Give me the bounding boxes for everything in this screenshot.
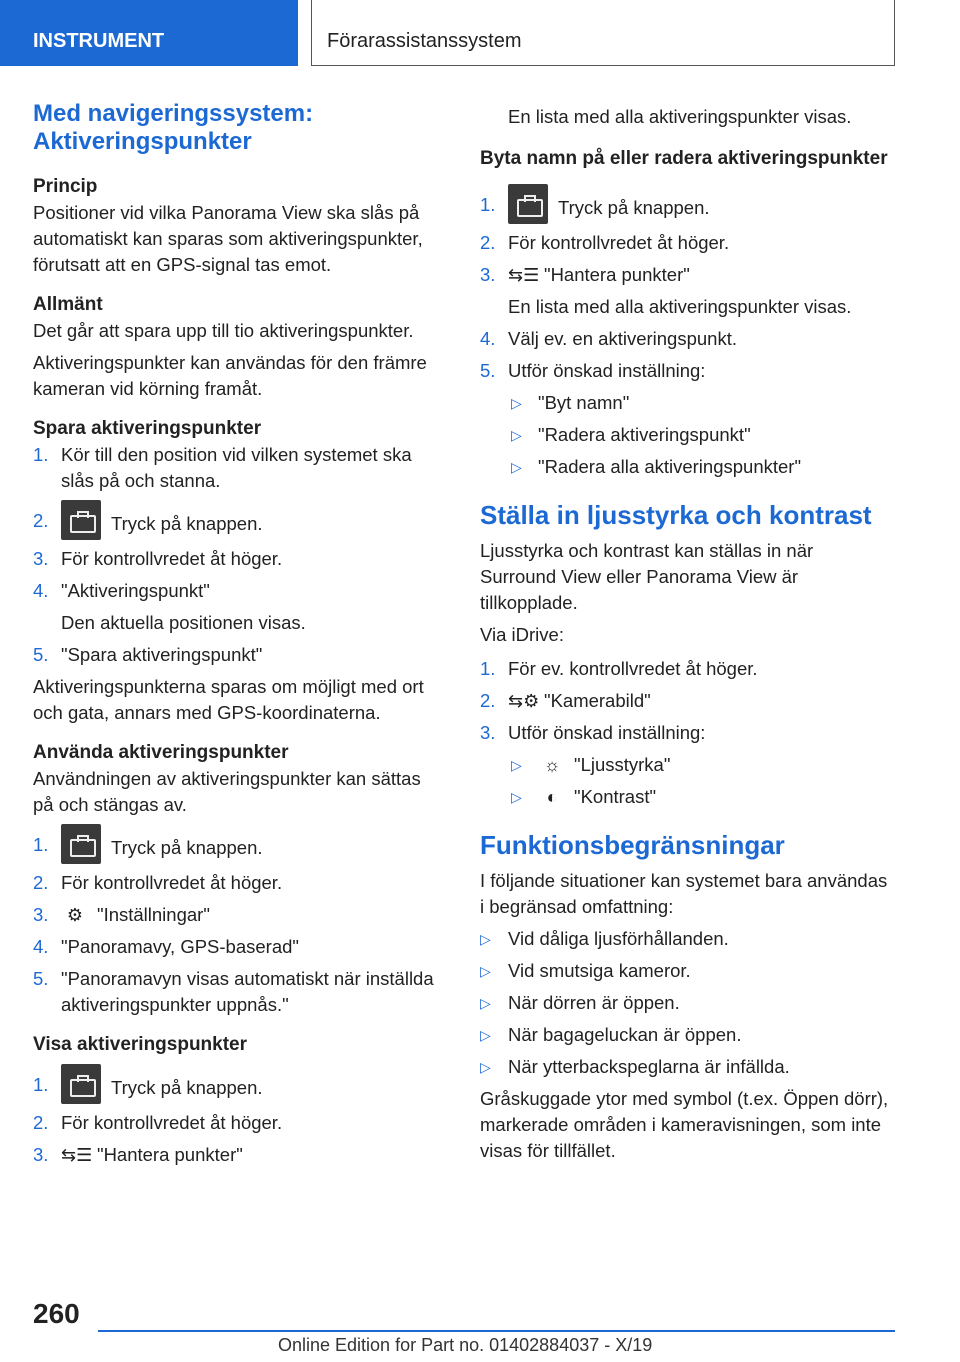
paragraph: Användningen av aktiveringspunkter kan sättas på och stängas av. (33, 768, 421, 815)
triangle-bullet-icon: ▷ (511, 395, 522, 411)
heading-spara: Spara aktiveringspunkter (33, 418, 262, 439)
right-column (480, 104, 892, 1170)
list-item: 1. Kör till den position vid vilken systemet ska slås på och stanna. (33, 444, 412, 491)
heading-allmant: Allmänt (33, 294, 103, 315)
section-title: Med navigeringssystem: Aktiveringspunkter (33, 100, 314, 155)
list-item: 4. Välj ev. en aktiveringspunkt. (480, 328, 737, 349)
triangle-bullet-icon: ▷ (511, 789, 522, 805)
heading-anvanda: Använda aktiveringspunkter (33, 742, 289, 763)
triangle-bullet-icon: ▷ (511, 757, 522, 773)
list-item: 5. Utför önskad inställning: (480, 360, 706, 381)
page-header (0, 0, 960, 66)
bullet-item: ▷ "Byt namn" (480, 390, 892, 416)
paragraph: Aktiveringspunkterna sparas om möjligt med ort och gata, annars med GPS-koordinaterna. (33, 676, 424, 723)
paragraph: Positioner vid vilka Panorama View ska slås på automatiskt kan sparas som aktiveringspunkter, förutsatt att en GPS-signal tas emot. (33, 202, 423, 275)
list-item: 3. För kontrollvredet åt höger. (33, 548, 283, 569)
list-item: 1. För ev. kontrollvredet åt höger. (480, 658, 758, 679)
list-item: 5. "Panoramavyn visas automatiskt när inställda aktiveringspunkter uppnås." (33, 968, 434, 1015)
triangle-bullet-icon: ▷ (511, 427, 522, 443)
camera-button-icon (61, 1064, 101, 1104)
triangle-bullet-icon: ▷ (480, 1059, 491, 1075)
bullet-item: ▷ ◐ "Kontrast" (480, 784, 892, 810)
bullet-item: ▷ Vid smutsiga kameror. (480, 958, 892, 984)
list-item: 2. För kontrollvredet åt höger. (480, 232, 730, 253)
triangle-bullet-icon: ▷ (480, 1027, 491, 1043)
list-item-note: En lista med alla aktiveringspunkter visas. (508, 296, 852, 317)
camera-button-icon (508, 184, 548, 224)
heading-princip: Princip (33, 176, 98, 197)
footer-divider (98, 1330, 895, 1332)
list-item: 4. "Panoramavy, GPS-baserad" (33, 936, 299, 957)
chapter-title: Förarassistanssystem (311, 0, 895, 66)
heading-byta: Byta namn på eller radera aktiveringspunkter (480, 148, 888, 169)
heading-visa: Visa aktiveringspunkter (33, 1034, 248, 1055)
bullet-item: ▷ När ytterbackspeglarna är infällda. (480, 1054, 892, 1080)
list-item: 2. För kontrollvredet åt höger. (33, 872, 283, 893)
footer-edition: Online Edition for Part no. 01402884037 - X/19 (278, 1335, 653, 1355)
manage-points-icon: ⇆☰ (61, 1145, 93, 1165)
bullet-item: ▷ När dörren är öppen. (480, 990, 892, 1016)
triangle-bullet-icon: ▷ (480, 995, 491, 1011)
bullet-item: ▷ Vid dåliga ljusförhållanden. (480, 926, 892, 952)
left-column (33, 100, 445, 1174)
list-item: 2. För kontrollvredet åt höger. (33, 1112, 283, 1133)
camera-button-icon (61, 824, 101, 864)
triangle-bullet-icon: ▷ (480, 931, 491, 947)
list-item: 1. Tryck på knappen. (480, 184, 892, 224)
camera-settings-icon: ⇆⚙ (508, 691, 540, 711)
paragraph: Ljusstyrka och kontrast kan ställas in när Surround View eller Panorama View är tillkopplade. (480, 540, 814, 613)
list-item: 1. Tryck på knappen. (33, 1064, 445, 1104)
list-item: 5. "Spara aktiveringspunkt" (33, 644, 263, 665)
triangle-bullet-icon: ▷ (511, 459, 522, 475)
camera-button-icon (61, 500, 101, 540)
bullet-item: ▷ ☼ "Ljusstyrka" (480, 752, 892, 778)
bullet-item: ▷ När bagageluckan är öppen. (480, 1022, 892, 1048)
bullet-item: ▷ "Radera aktiveringspunkt" (480, 422, 892, 448)
manage-points-icon: ⇆☰ (508, 265, 540, 285)
section-title-funktionsbegransningar: Funktionsbegränsningar (480, 830, 785, 860)
bullet-item: ▷ "Radera alla aktiveringspunkter" (480, 454, 892, 480)
brightness-icon: ☼ (543, 755, 561, 775)
section-tab: INSTRUMENT (0, 0, 298, 66)
list-item: 2. Tryck på knappen. (33, 500, 445, 540)
list-item: 2. ⇆⚙ "Kamerabild" (480, 688, 892, 714)
list-item: 4. "Aktiveringspunkt" (33, 580, 210, 601)
paragraph: Via iDrive: (480, 624, 564, 645)
list-item: 1. Tryck på knappen. (33, 824, 445, 864)
section-title-ljusstyrka: Ställa in ljusstyrka och kontrast (480, 500, 872, 530)
paragraph: I följande situationer kan systemet bara användas i begränsad omfattning: (480, 870, 888, 917)
list-item-note: En lista med alla aktiveringspunkter visas. (508, 106, 852, 127)
gear-icon: ⚙ (66, 905, 84, 925)
list-item: 3. ⇆☰ "Hantera punkter" (480, 262, 892, 288)
list-item: 3. ⇆☰ "Hantera punkter" (33, 1142, 445, 1168)
list-item-note: Den aktuella positionen visas. (61, 612, 306, 633)
paragraph: Det går att spara upp till tio aktiveringspunkter. (33, 320, 414, 341)
page-number: 260 (33, 1298, 80, 1329)
triangle-bullet-icon: ▷ (480, 963, 491, 979)
paragraph: Gråskuggade ytor med symbol (t.ex. Öppen dörr), markerade områden i kameravisningen, som inte visas för tillfället. (480, 1088, 889, 1161)
list-item: 3. ⚙ "Inställningar" (33, 902, 445, 928)
list-item: 3. Utför önskad inställning: (480, 722, 706, 743)
paragraph: Aktiveringspunkter kan användas för den främre kameran vid körning framåt. (33, 352, 427, 399)
contrast-icon: ◐ (546, 787, 558, 807)
